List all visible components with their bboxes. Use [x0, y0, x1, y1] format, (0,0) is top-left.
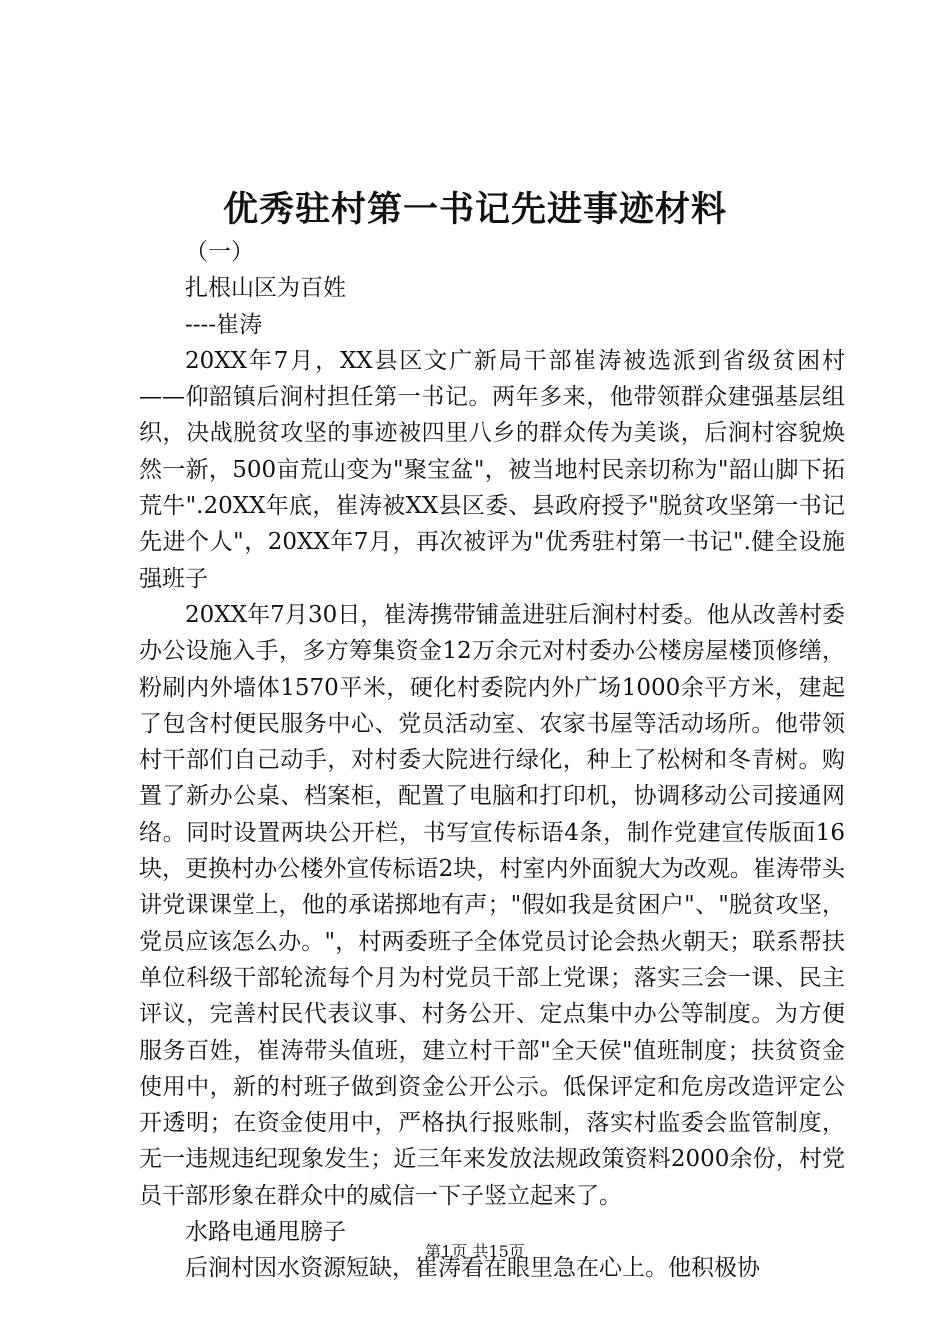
body-paragraph: 20XX年7月，XX县区文广新局干部崔涛被选派到省级贫困村——仰韶镇后涧村担任第一书记。两年多来，他带领群众建强基层组织，决战脱贫攻坚的事迹被四里八乡的群众传为美谈，后涧村容貌焕然一新，500亩荒山变为"聚宝盆"，被当地村民亲切称为"韶山脚下拓荒牛".20XX年底，崔涛被XX县区委、县政府授予"脱贫攻坚第一书记先进个人"，20XX年7月，再次被评为"优秀驻村第一书记".健全设施强班子	[139, 347, 845, 592]
body-paragraph: 后涧村因水资源短缺，崔涛看在眼里急在心上。他积极协	[185, 1255, 760, 1282]
page-number-footer: 第1页 共15页	[425, 1242, 525, 1261]
document-title: 优秀驻村第一书记先进事迹材料	[222, 189, 727, 230]
author-line: ----崔涛	[185, 311, 263, 338]
document-body	[139, 234, 845, 1287]
subsection-heading: 水路电通甩膀子	[185, 1219, 346, 1246]
section-number: （一）	[185, 239, 254, 265]
section-heading: 扎根山区为百姓	[185, 275, 346, 302]
body-paragraph: 20XX年7月30日，崔涛携带铺盖进驻后涧村村委。他从改善村委办公设施入手，多方筹集资金12万余元对村委办公楼房屋楼顶修缮，粉刷内外墙体1570平米，硬化村委院内外广场1000余平方米，建起了包含村便民服务中心、党员活动室、农家书屋等活动场所。他带领村干部们自己动手，对村委大院进行绿化，种上了松树和冬青树。购置了新办公桌、档案柜，配置了电脑和打印机，协调移动公司接通网络。同时设置两块公开栏，书写宣传标语4条，制作党建宣传版面16块，更换村办公楼外宣传标语2块，村室内外面貌大为改观。崔涛带头讲党课课堂上，他的承诺掷地有声；"假如我是贫困户"、"脱贫攻坚，党员应该怎么办。"，村两委班子全体党员讨论会热火朝天；联系帮扶单位科级干部轮流每个月为村党员干部上党课；落实三会一课、民主评议，完善村民代表议事、村务公开、定点集中办公等制度。为方便服务百姓，崔涛带头值班，建立村干部"全天侯"值班制度；扶贫资金使用中，新的村班子做到资金公开公示。低保评定和危房改造评定公开透明；在资金使用中，严格执行报账制，落实村监委会监管制度，无一违规违纪现象发生；近三年来发放法规政策资料2000余份，村党员干部形象在群众中的威信一下子竖立起来了。	[139, 601, 845, 1209]
